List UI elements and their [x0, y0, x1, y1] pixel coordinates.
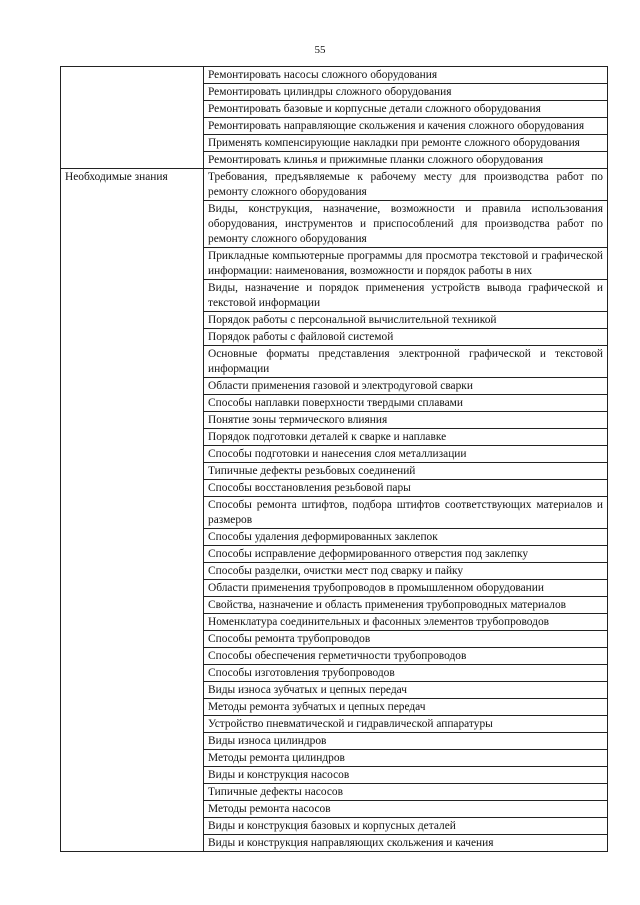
skill-cell: Ремонтировать направляющие скольжения и качения сложного оборудования — [204, 118, 608, 135]
knowledge-cell: Способы ремонта штифтов, подбора штифтов соответствующих материалов и размеров — [204, 497, 608, 529]
knowledge-cell: Виды, назначение и порядок применения устройств вывода графической и текстовой информации — [204, 280, 608, 312]
knowledge-cell: Способы подготовки и нанесения слоя металлизации — [204, 446, 608, 463]
skill-cell: Ремонтировать насосы сложного оборудования — [204, 67, 608, 84]
knowledge-cell: Типичные дефекты резьбовых соединений — [204, 463, 608, 480]
knowledge-cell: Способы удаления деформированных заклепок — [204, 529, 608, 546]
knowledge-cell: Порядок работы с файловой системой — [204, 329, 608, 346]
skill-cell: Ремонтировать клинья и прижимные планки сложного оборудования — [204, 152, 608, 169]
skill-cell: Ремонтировать цилиндры сложного оборудования — [204, 84, 608, 101]
knowledge-cell: Виды износа зубчатых и цепных передач — [204, 682, 608, 699]
knowledge-cell: Способы ремонта трубопроводов — [204, 631, 608, 648]
skill-row — [61, 67, 608, 84]
skill-cell: Применять компенсирующие накладки при ремонте сложного оборудования — [204, 135, 608, 152]
knowledge-cell: Методы ремонта зубчатых и цепных передач — [204, 699, 608, 716]
knowledge-label-cell: Необходимые знания — [61, 169, 204, 852]
knowledge-cell: Основные форматы представления электронной графической и текстовой информации — [204, 346, 608, 378]
knowledge-row — [61, 169, 608, 201]
knowledge-cell: Требования, предъявляемые к рабочему месту для производства работ по ремонту сложного оборудования — [204, 169, 608, 201]
knowledge-cell: Способы исправление деформированного отверстия под заклепку — [204, 546, 608, 563]
knowledge-cell: Способы наплавки поверхности твердыми сплавами — [204, 395, 608, 412]
knowledge-cell: Понятие зоны термического влияния — [204, 412, 608, 429]
knowledge-cell: Способы изготовления трубопроводов — [204, 665, 608, 682]
knowledge-cell: Виды и конструкция направляющих скольжения и качения — [204, 835, 608, 852]
knowledge-cell: Способы восстановления резьбовой пары — [204, 480, 608, 497]
knowledge-cell: Способы обеспечения герметичности трубопроводов — [204, 648, 608, 665]
knowledge-cell: Виды и конструкция насосов — [204, 767, 608, 784]
knowledge-cell: Виды, конструкция, назначение, возможности и правила использования оборудования, инструментов и приспособлений для производства работ по ремонту сложного оборудования — [204, 201, 608, 248]
competency-table — [60, 66, 608, 852]
skills-label-cell — [61, 67, 204, 169]
knowledge-cell: Виды и конструкция базовых и корпусных деталей — [204, 818, 608, 835]
skill-cell: Ремонтировать базовые и корпусные детали сложного оборудования — [204, 101, 608, 118]
page-number: 55 — [314, 44, 326, 56]
knowledge-cell: Прикладные компьютерные программы для просмотра текстовой и графической информации: наименования, возможности и порядок работы в них — [204, 248, 608, 280]
knowledge-cell: Порядок подготовки деталей к сварке и наплавке — [204, 429, 608, 446]
knowledge-cell: Виды износа цилиндров — [204, 733, 608, 750]
knowledge-cell: Устройство пневматической и гидравлической аппаратуры — [204, 716, 608, 733]
knowledge-cell: Методы ремонта цилиндров — [204, 750, 608, 767]
knowledge-cell: Порядок работы с персональной вычислительной техникой — [204, 312, 608, 329]
knowledge-cell: Области применения газовой и электродуговой сварки — [204, 378, 608, 395]
knowledge-cell: Методы ремонта насосов — [204, 801, 608, 818]
knowledge-cell: Свойства, назначение и область применения трубопроводных материалов — [204, 597, 608, 614]
knowledge-cell: Номенклатура соединительных и фасонных элементов трубопроводов — [204, 614, 608, 631]
knowledge-cell: Области применения трубопроводов в промышленном оборудовании — [204, 580, 608, 597]
competency-table-body — [61, 67, 608, 852]
knowledge-cell: Типичные дефекты насосов — [204, 784, 608, 801]
knowledge-cell: Способы разделки, очистки мест под сварку и пайку — [204, 563, 608, 580]
